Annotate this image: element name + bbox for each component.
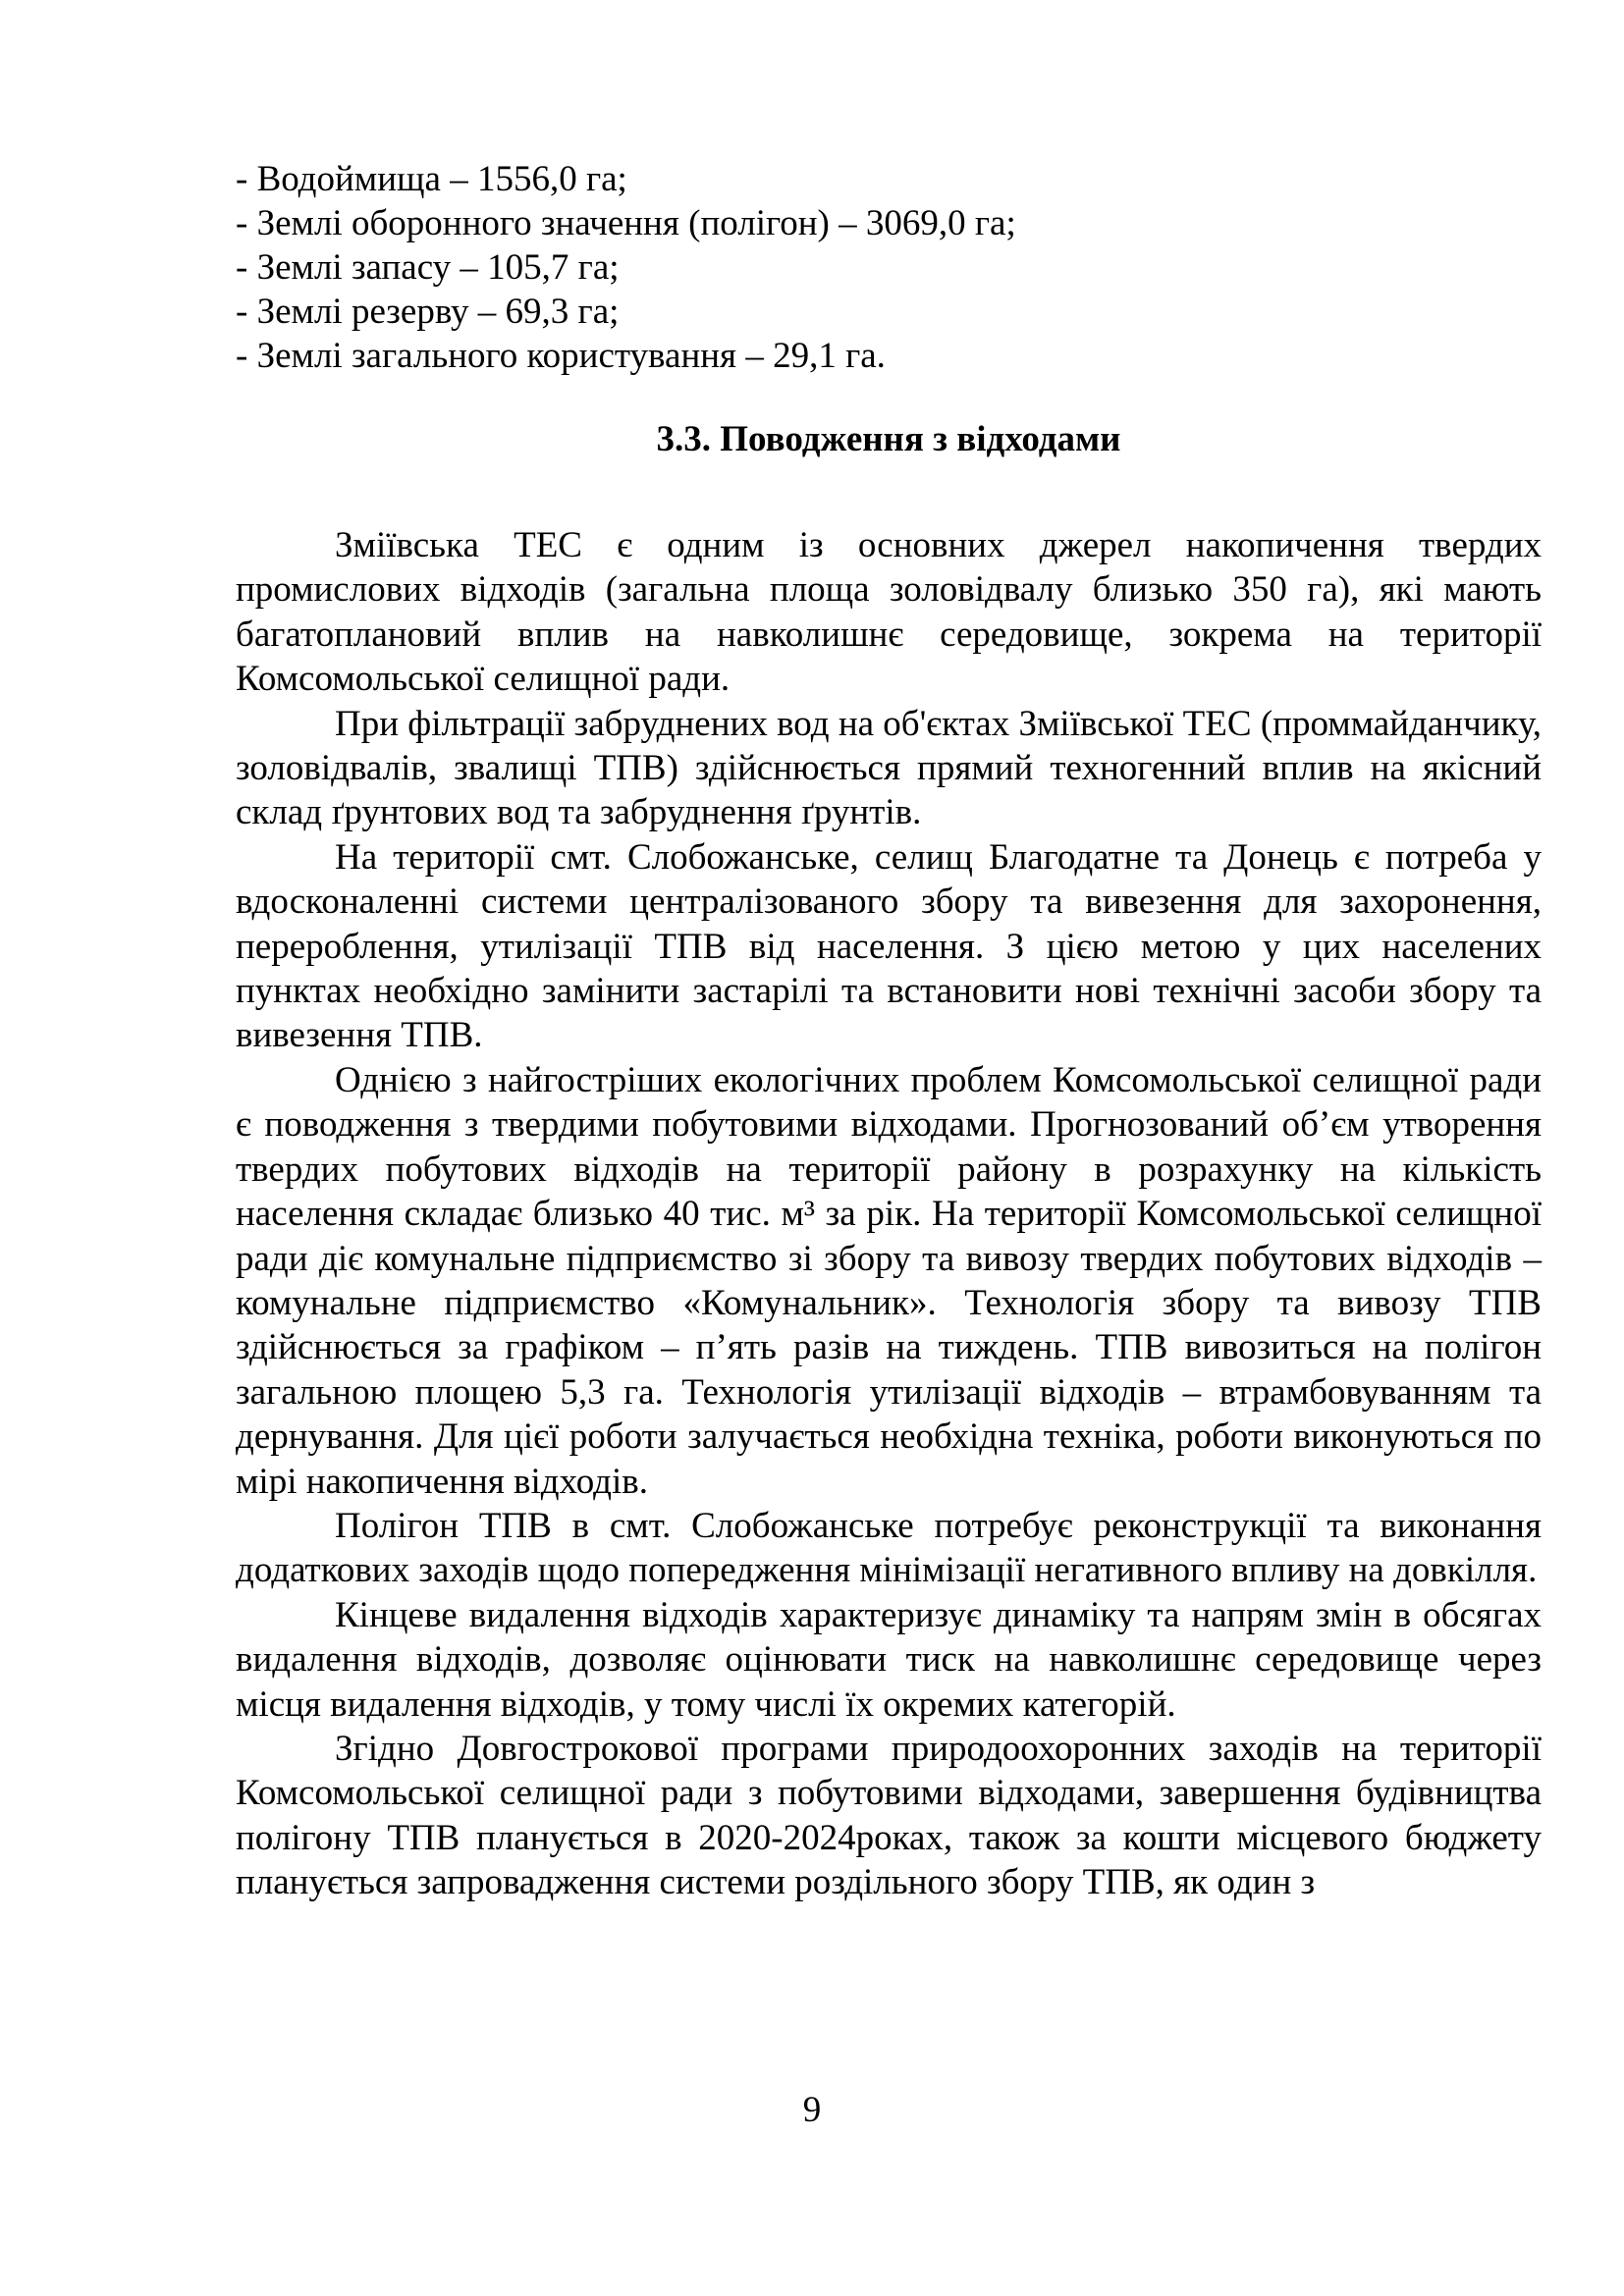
- paragraph: Однією з найгостріших екологічних проблем Комсомольської селищної ради є поводження з твердими побутовими відходами. Прогнозований об’єм утворення твердих побутових відходів на території району в розрахунку на кількість населення складає близько 40 тис. м³ за рік. На території Комсомольської селищної ради діє комунальне підприємство зі збору та вивозу твердих побутових відходів – комунальне підприємство «Комунальник». Технологія збору та вивозу ТПВ здійснюється за графіком – п’ять разів на тиждень. ТПВ вивозиться на полігон загальною площею 5,3 га. Технологія утилізації відходів – втрамбовуванням та дернування. Для цієї роботи залучається необхідна техніка, роботи виконуються по мірі накопичення відходів.: [236, 1059, 1542, 1502]
- page-number: 9: [802, 2090, 822, 2130]
- paragraph: Полігон ТПВ в смт. Слобожанське потребує реконструкції та виконання додаткових заходів щодо попередження мінімізації негативного впливу на довкілля.: [236, 1505, 1542, 1591]
- paragraph: Зміївська ТЕС є одним із основних джерел накопичення твердих промислових відходів (загальна площа золовідвалу близько 350 га), які мають багатоплановий вплив на навколишнє середовище, зокрема на території Комсомольської селищної ради.: [236, 525, 1542, 700]
- list-item: - Землі загального користування – 29,1 га.: [236, 336, 886, 376]
- section-body: [236, 523, 1542, 1905]
- paragraph: На території смт. Слобожанське, селищ Благодатне та Донець є потреба у вдосконаленні системи централізованого збору та вивезення для захоронення, перероблення, утилізації ТПВ від населення. З цією метою у цих населених пунктах необхідно замінити застарілі та встановити нові технічні засоби збору та вивезення ТПВ.: [236, 836, 1542, 1056]
- paragraph: При фільтрації забруднених вод на об'єктах Зміївської ТЕС (проммайданчику, золовідвалів, звалищі ТПВ) здійснюється прямий техногенний вплив на якісний склад ґрунтових вод та забруднення ґрунтів.: [236, 703, 1542, 833]
- list-item: - Водоймища – 1556,0 га;: [236, 159, 627, 199]
- list-item: - Землі запасу – 105,7 га;: [236, 247, 620, 288]
- land-category-list: [236, 157, 1542, 378]
- list-item: - Землі оборонного значення (полігон) – 3069,0 га;: [236, 203, 1016, 243]
- list-item: - Землі резерву – 69,3 га;: [236, 292, 620, 332]
- section-heading: 3.3. Поводження з відходами: [656, 419, 1121, 459]
- paragraph: Кінцеве видалення відходів характеризує динаміку та напрям змін в обсягах видалення відходів, дозволяє оцінювати тиск на навколишнє середовище через місця видалення відходів, у тому числі їх окремих категорій.: [236, 1594, 1542, 1725]
- paragraph: Згідно Довгострокової програми природоохоронних заходів на території Комсомольської селищної ради з побутовими відходами, завершення будівництва полігону ТПВ планується в 2020-2024роках, також за кошти місцевого бюджету планується запровадження системи роздільного збору ТПВ, як один з: [236, 1728, 1542, 1903]
